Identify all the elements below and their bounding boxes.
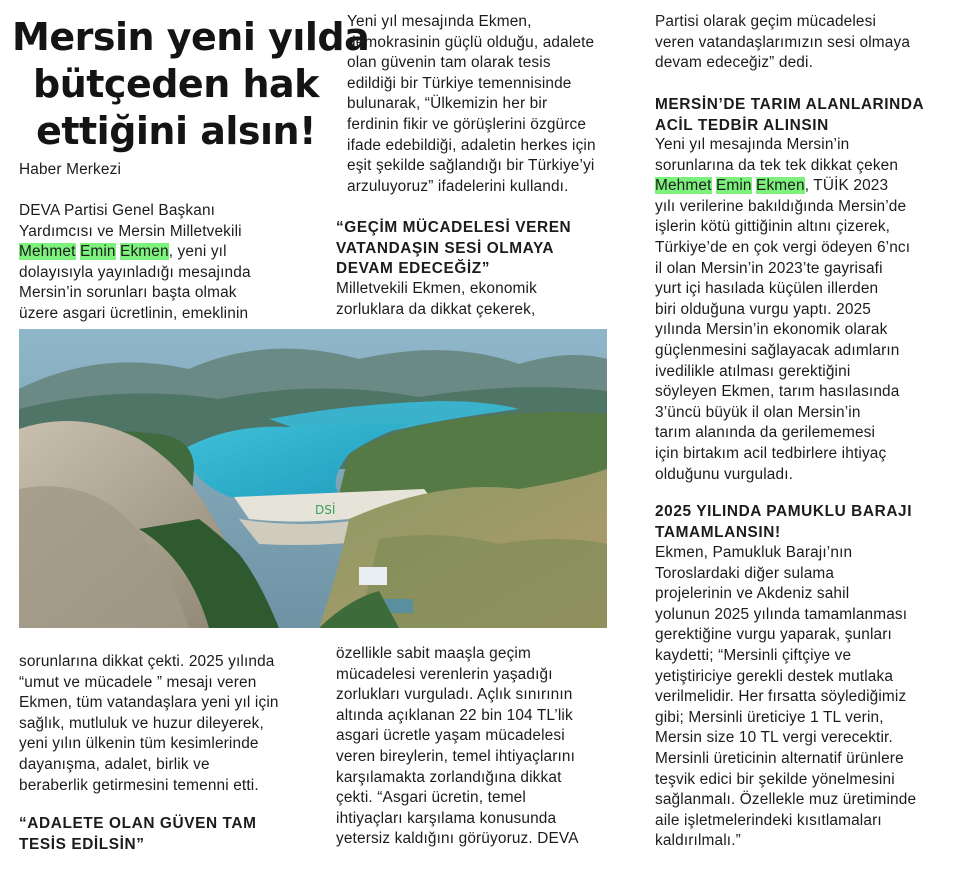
text-line: ihtiyaçları karşılama konusunda xyxy=(336,809,557,827)
text-line: Mersinli üreticinin alternatif ürünlere xyxy=(655,749,904,767)
section-heading-tarım: MERSİN’DE TARIM ALANLARINDA ACİL TEDBİR ALINSIN xyxy=(655,96,925,134)
text-line: Ekmen, tüm vatandaşlara yeni yıl için xyxy=(19,694,279,712)
col2-top-text xyxy=(347,12,596,197)
text-line: yurt içi hasılada küçülen illerden xyxy=(655,280,879,298)
text-line: Ekmen, Pamukluk Barajı’nın xyxy=(655,544,853,561)
text-line: verilmelidir. Her fırsatta söylediğimiz xyxy=(655,688,907,706)
col1-top-text xyxy=(19,201,251,325)
text-line: veren vatandaşlarımızın sesi olmaya xyxy=(655,33,911,51)
highlighted-name: Emin xyxy=(79,243,116,261)
headline-line: bütçeden hak xyxy=(33,62,319,106)
col3-body1 xyxy=(655,135,910,485)
text-line: Mersin size 10 TL vergi verecektir. xyxy=(655,729,893,747)
text-line: edildiği bir Türkiye temennisinde xyxy=(347,74,572,92)
text-line: Yeni yıl mesajında Mersin’in xyxy=(655,136,850,153)
text-line: özellikle sabit maaşla geçim xyxy=(336,645,531,662)
col2-mid-text xyxy=(336,279,537,320)
headline xyxy=(12,14,370,155)
highlighted-name: Mehmet xyxy=(19,243,76,261)
text-line: ifade edebildiği, adaletin herkes için xyxy=(347,136,596,154)
text-line: Partisi olarak geçim mücadelesi xyxy=(655,13,877,30)
text-line: sağlanmalı. Özellekle muz üretiminde xyxy=(655,791,917,809)
text-line: olan güvenin tam olarak tesis xyxy=(347,54,551,72)
text-line: dayanışma, adalet, birlik ve xyxy=(19,755,210,773)
text-line: veren bireylerin, temel ihtiyaçlarını xyxy=(336,747,576,765)
headline-line: Mersin yeni yılda xyxy=(12,15,370,59)
text-line: Toroslardaki diğer sulama xyxy=(655,564,835,582)
text-line: olduğunu vurguladı. xyxy=(655,465,794,483)
text-line: Yardımcısı ve Mersin Milletvekili xyxy=(19,222,242,240)
text-line: yeni yılın ülkenin tüm kesimlerinde xyxy=(19,735,259,753)
text-line: biri olduğuna vurgu yaptı. 2025 xyxy=(655,300,871,318)
byline: Haber Merkezi xyxy=(19,161,122,178)
dam-photo xyxy=(19,329,607,628)
text-line: güçlenmesini sağlayacak adımların xyxy=(655,341,900,359)
dam-label: DSİ xyxy=(315,503,336,517)
text-line: dolayısıyla yayınladığı mesajında xyxy=(19,263,251,281)
highlighted-name: Ekmen xyxy=(120,243,169,261)
text-line: çekti. “Asgari ücretin, temel xyxy=(336,789,526,807)
text-line: altında açıklanan 22 bin 104 TL’lik xyxy=(336,706,573,724)
text-line: projelerinin ve Akdeniz sahil xyxy=(655,585,850,603)
text-line: yolunun 2025 yılında tamamlanması xyxy=(655,605,908,623)
text-line: yetiştiriciye gerekli destek mutlaka xyxy=(655,667,894,685)
text-line: söyleyen Ekmen, tarım hasılasında xyxy=(655,383,900,401)
headline-line: ettiğini alsın! xyxy=(36,109,316,153)
text-line: karşılamakta zorlandığına dikkat xyxy=(336,768,562,786)
text-line: gerektiğine vurgu yaparak, şunları xyxy=(655,626,892,644)
highlighted-name: Ekmen xyxy=(756,177,805,195)
highlighted-name: Mehmet xyxy=(655,177,712,195)
text-line: eşit şekilde sağlandığı bir Türkiye’yi xyxy=(347,157,595,175)
text-line: ferdinin fikir ve görüşlerini özgürce xyxy=(347,115,587,133)
section-heading-geçim: “GEÇİM MÜCADELESİ VEREN VATANDAŞIN SESİ OLMAYA DEVAM EDECEĞİZ” xyxy=(336,219,572,278)
text-line: yetersiz kaldığını görüyoruz. DEVA xyxy=(336,830,579,848)
text-line: arzuluyoruz” ifadelerini kullandı. xyxy=(347,177,569,195)
text-line: gibi; Mersinli üreticiye 1 TL verin, xyxy=(655,708,884,726)
text-line: bulunarak, “Ülkemizin her bir xyxy=(347,95,548,113)
text-line: üzere asgari ücretlinin, emeklinin xyxy=(19,304,249,322)
text-line: Türkiye’de en çok vergi ödeyen 6’ncı xyxy=(655,238,911,256)
text-line: tarım alanında da gerilememesi xyxy=(655,424,876,442)
text-line: ivedilikle atılması gerektiğini xyxy=(655,362,851,380)
text-line: zorluklara da dikkat çekerek, xyxy=(336,300,536,318)
text-line: beraberlik getirmesini temenni etti. xyxy=(19,776,259,794)
col3-body2 xyxy=(655,543,916,852)
text-line: için birtakım acil tedbirlere ihtiyaç xyxy=(655,444,887,462)
text-line: sorunlarına dikkat çekti. 2025 yılında xyxy=(19,653,275,670)
text-line: Mehmet Emin Ekmen, TÜİK 2023 xyxy=(655,177,889,195)
text-line: il olan Mersin’in 2023’te gayrisafi xyxy=(655,259,883,277)
text-line: Milletvekili Ekmen, ekonomik xyxy=(336,280,537,297)
col3-top-text xyxy=(655,12,910,74)
text-line: DEVA Partisi Genel Başkanı xyxy=(19,202,216,219)
text-line: Yeni yıl mesajında Ekmen, xyxy=(347,13,532,30)
text-line: sorunlarına da tek tek dikkat çeken xyxy=(655,156,899,174)
text-line: “umut ve mücadele ” mesajı veren xyxy=(19,673,257,691)
col2-bottom-text xyxy=(336,644,579,850)
text-line: mücadelesi verenlerin yaşadığı xyxy=(336,665,553,683)
text-line: yılında Mersin’in ekonomik olarak xyxy=(655,321,888,339)
text-line: demokrasinin güçlü olduğu, adalete xyxy=(347,33,595,51)
text-line: sağlık, mutluluk ve huzur dileyerek, xyxy=(19,714,264,732)
text-line: devam edeceğiz” dedi. xyxy=(655,54,814,72)
text-line: zorlukları vurguladı. Açlık sınırının xyxy=(336,686,573,704)
text-line: kaydetti; “Mersinli çiftçiye ve xyxy=(655,646,852,664)
text-line: Mehmet Emin Ekmen, yeni yıl xyxy=(19,243,227,261)
text-line: aile işletmelerindeki kısıtlamaları xyxy=(655,811,882,829)
section-heading-pamukluk: 2025 YILINDA PAMUKLU BARAJI TAMAMLANSIN! xyxy=(655,503,913,541)
section-heading-adalet: “ADALETE OLAN GÜVEN TAM TESİS EDİLSİN” xyxy=(19,815,257,853)
text-line: Mersin’in sorunları başta olmak xyxy=(19,284,237,302)
col1-bottom-text xyxy=(19,652,279,796)
highlighted-name: Emin xyxy=(715,177,752,195)
text-line: yılı verilerine bakıldığında Mersin’de xyxy=(655,197,907,215)
text-line: asgari ücretle yaşam mücadelesi xyxy=(336,727,565,745)
text-line: işlerin kötü gittiğinin altını çizerek, xyxy=(655,218,891,236)
text-line: kaldırılmalı.” xyxy=(655,832,741,850)
text-line: teşvik edici bir şekilde yönelmesini xyxy=(655,770,895,788)
text-line: 3’üncü büyük il olan Mersin’in xyxy=(655,403,861,421)
